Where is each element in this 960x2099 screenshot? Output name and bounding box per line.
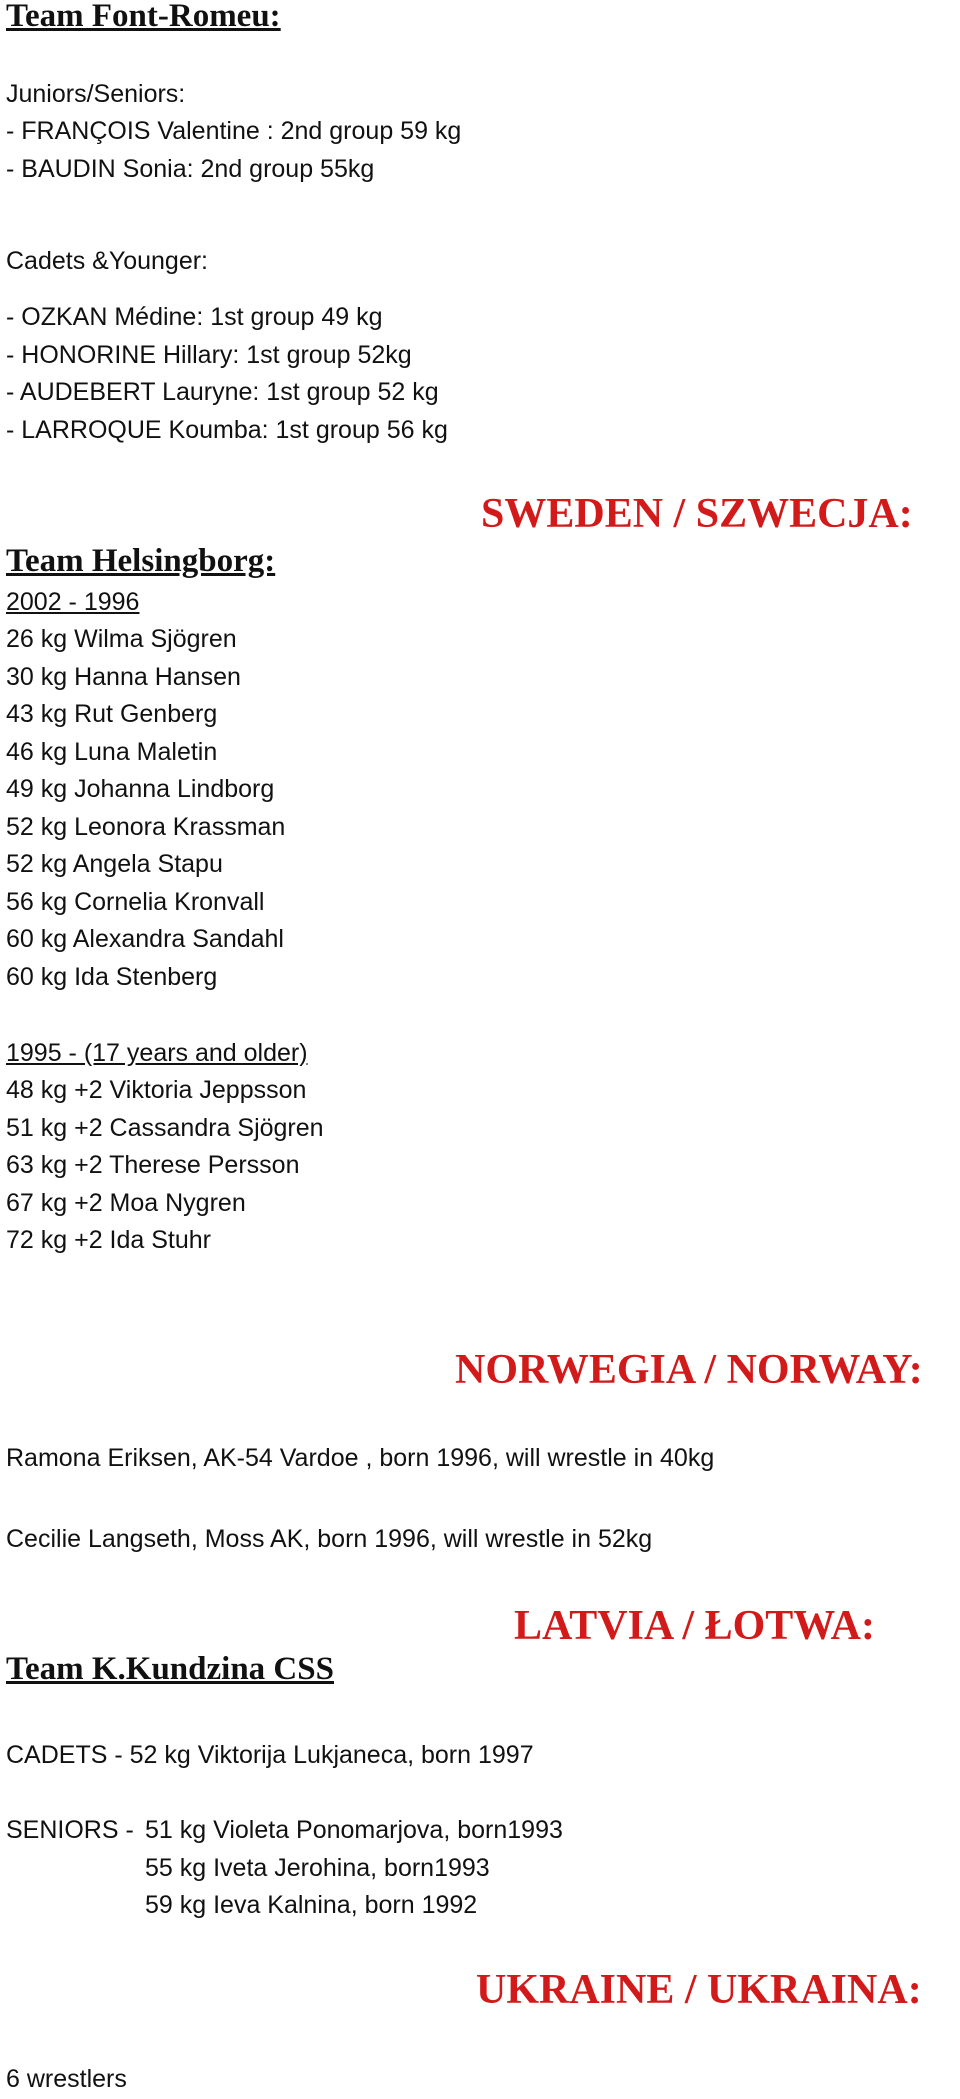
cadets-younger-heading: Cadets &Younger:: [6, 247, 209, 275]
list-item: - BAUDIN Sonia: 2nd group 55kg: [6, 154, 375, 183]
list-item: 46 kg Luna Maletin: [6, 737, 218, 766]
juniors-seniors-list: [6, 113, 461, 188]
age-group-1995-heading: 1995 - (17 years and older): [6, 1039, 308, 1067]
norway-country-heading: NORWEGIA / NORWAY:: [455, 1347, 923, 1393]
list-item: 55 kg Iveta Jerohina, born1993: [145, 1853, 490, 1882]
team-font-romeu-title: Team Font-Romeu:: [6, 0, 281, 34]
list-item: 52 kg Leonora Krassman: [6, 812, 286, 841]
list-item: 48 kg +2 Viktoria Jeppsson: [6, 1076, 307, 1104]
sweden-country-heading: SWEDEN / SZWECJA:: [481, 491, 913, 537]
list-item: 49 kg Johanna Lindborg: [6, 775, 275, 803]
list-item: 43 kg Rut Genberg: [6, 700, 218, 728]
sweden-group1-list: [6, 621, 285, 996]
list-item: 60 kg Ida Stenberg: [6, 962, 218, 991]
ukraine-note: 6 wrestlers: [6, 2065, 127, 2093]
sweden-group2-list: [6, 1072, 324, 1260]
list-item: - HONORINE Hillary: 1st group 52kg: [6, 340, 412, 369]
latvia-country-heading: LATVIA / ŁOTWA:: [514, 1603, 875, 1649]
list-item: - LARROQUE Koumba: 1st group 56 kg: [6, 415, 448, 444]
latvia-seniors-list: [145, 1812, 563, 1925]
juniors-seniors-heading: Juniors/Seniors:: [6, 80, 186, 108]
list-item: 60 kg Alexandra Sandahl: [6, 925, 284, 953]
team-helsingborg-title: Team Helsingborg:: [6, 543, 276, 579]
list-item: 52 kg Angela Stapu: [6, 850, 223, 878]
age-group-2002-1996-heading: 2002 - 1996: [6, 588, 140, 616]
list-item: - FRANÇOIS Valentine : 2nd group 59 kg: [6, 117, 462, 145]
list-item: 67 kg +2 Moa Nygren: [6, 1188, 246, 1217]
list-item: 63 kg +2 Therese Persson: [6, 1151, 300, 1179]
list-item: - AUDEBERT Lauryne: 1st group 52 kg: [6, 378, 439, 406]
norway-entry: Cecilie Langseth, Moss AK, born 1996, will wrestle in 52kg: [6, 1525, 653, 1553]
latvia-cadets-line: CADETS - 52 kg Viktorija Lukjaneca, born 1997: [6, 1741, 534, 1769]
list-item: 26 kg Wilma Sjögren: [6, 625, 237, 653]
list-item: 51 kg Violeta Ponomarjova, born1993: [145, 1816, 563, 1844]
cadets-younger-list: [6, 299, 448, 449]
list-item: - OZKAN Médine: 1st group 49 kg: [6, 303, 383, 331]
list-item: 56 kg Cornelia Kronvall: [6, 887, 265, 916]
latvia-seniors-label: SENIORS -: [6, 1816, 134, 1844]
ukraine-country-heading: UKRAINE / UKRAINA:: [476, 1967, 922, 2013]
list-item: 51 kg +2 Cassandra Sjögren: [6, 1113, 324, 1142]
list-item: 72 kg +2 Ida Stuhr: [6, 1226, 212, 1254]
norway-entry: Ramona Eriksen, AK-54 Vardoe , born 1996, will wrestle in 40kg: [6, 1444, 715, 1472]
team-kundzina-title: Team K.Kundzina CSS: [6, 1651, 334, 1687]
list-item: 59 kg Ieva Kalnina, born 1992: [145, 1891, 478, 1919]
list-item: 30 kg Hanna Hansen: [6, 662, 241, 691]
